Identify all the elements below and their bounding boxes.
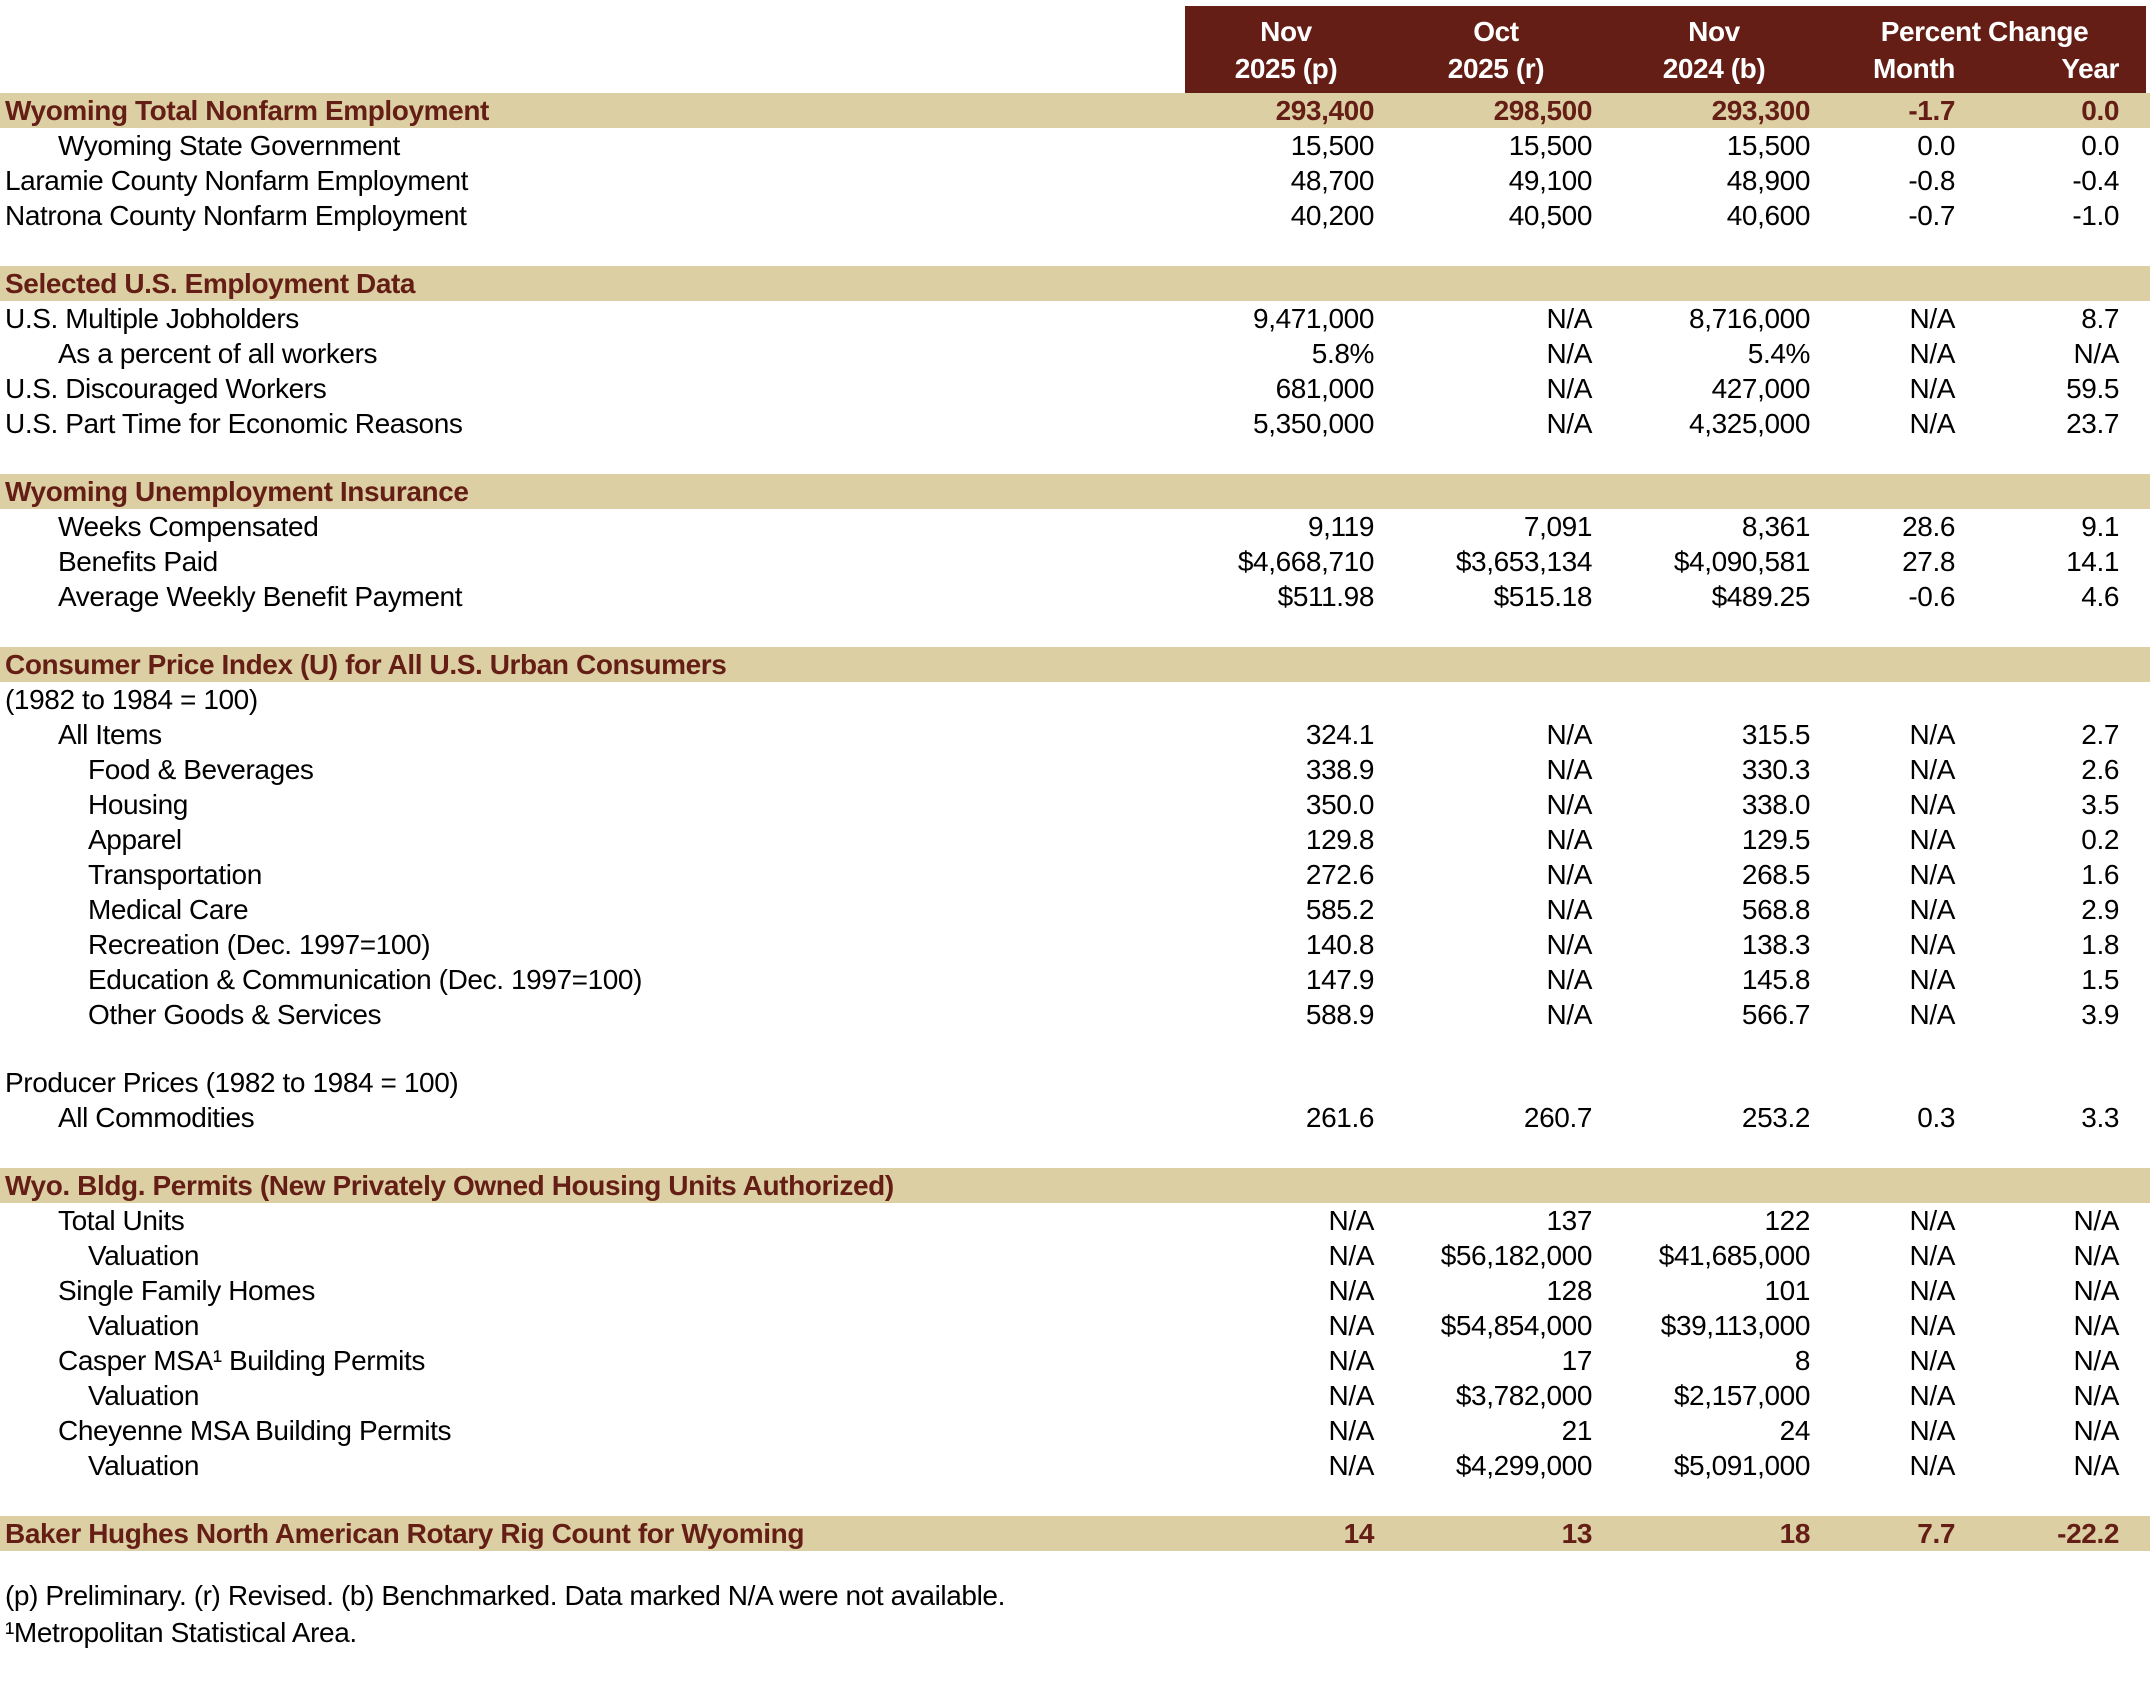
value-cell: 40,500: [1508, 199, 1592, 231]
row-label: U.S. Multiple Jobholders: [5, 302, 299, 334]
value-cell: 15,500: [1290, 129, 1374, 161]
value-cell: 2.7: [2081, 718, 2119, 750]
value-cell: 0.0: [1917, 129, 1955, 161]
col-header-line1: Nov: [1688, 15, 1740, 47]
value-cell: 1.8: [2081, 928, 2119, 960]
section-header-row: [0, 1168, 2150, 1203]
row-label: Producer Prices (1982 to 1984 = 100): [5, 1066, 459, 1098]
value-cell: 338.9: [1305, 753, 1374, 785]
col-header-line1: Nov: [1260, 15, 1312, 47]
value-cell: $41,685,000: [1658, 1239, 1810, 1271]
value-cell: N/A: [1909, 1309, 1955, 1341]
value-cell: 129.5: [1741, 823, 1810, 855]
value-cell: N/A: [2073, 1449, 2119, 1481]
value-cell: N/A: [2073, 1204, 2119, 1236]
row-label: Selected U.S. Employment Data: [5, 267, 416, 299]
value-cell: 0.0: [2081, 129, 2119, 161]
value-cell: 588.9: [1305, 998, 1374, 1030]
value-cell: 40,200: [1290, 199, 1374, 231]
value-cell: N/A: [1546, 963, 1592, 995]
value-cell: $4,090,581: [1673, 545, 1810, 577]
col-header-year: Year: [2061, 52, 2119, 84]
spacer-row: [0, 1032, 2150, 1065]
table-row: [0, 717, 2150, 752]
value-cell: N/A: [1546, 302, 1592, 334]
row-label: All Items: [58, 718, 162, 750]
row-label: Wyoming State Government: [58, 129, 400, 161]
value-cell: 2.6: [2081, 753, 2119, 785]
value-cell: N/A: [2073, 337, 2119, 369]
table-row: [0, 682, 2150, 717]
value-cell: 8.7: [2081, 302, 2119, 334]
value-cell: N/A: [2073, 1344, 2119, 1376]
value-cell: $3,653,134: [1455, 545, 1592, 577]
table-body: [0, 93, 2150, 1551]
value-cell: N/A: [1546, 372, 1592, 404]
value-cell: N/A: [1546, 407, 1592, 439]
table-row: [0, 1516, 2150, 1551]
table-row: [0, 1308, 2150, 1343]
value-cell: 261.6: [1305, 1101, 1374, 1133]
table-row: [0, 962, 2150, 997]
table-row: [0, 1378, 2150, 1413]
spacer-row: [0, 1135, 2150, 1168]
value-cell: 140.8: [1305, 928, 1374, 960]
value-cell: N/A: [1909, 372, 1955, 404]
value-cell: N/A: [2073, 1274, 2119, 1306]
value-cell: N/A: [1546, 718, 1592, 750]
value-cell: 8,361: [1741, 510, 1810, 542]
value-cell: 3.3: [2081, 1101, 2119, 1133]
value-cell: 1.5: [2081, 963, 2119, 995]
table-row: [0, 1448, 2150, 1483]
table-row: [0, 93, 2150, 128]
value-cell: 147.9: [1305, 963, 1374, 995]
row-label: All Commodities: [58, 1101, 255, 1133]
value-cell: $4,299,000: [1455, 1449, 1592, 1481]
value-cell: N/A: [1328, 1449, 1374, 1481]
value-cell: N/A: [1909, 302, 1955, 334]
value-cell: 49,100: [1508, 164, 1592, 196]
footnote-msa: ¹Metropolitan Statistical Area.: [5, 1617, 357, 1648]
value-cell: 272.6: [1305, 858, 1374, 890]
value-cell: 298,500: [1493, 94, 1592, 126]
table-row: [0, 301, 2150, 336]
table-row: [0, 997, 2150, 1032]
row-label: (1982 to 1984 = 100): [5, 683, 258, 715]
table-row: [0, 128, 2150, 163]
value-cell: N/A: [2073, 1239, 2119, 1271]
value-cell: 14: [1343, 1517, 1374, 1549]
spacer-row: [0, 441, 2150, 474]
value-cell: N/A: [1909, 788, 1955, 820]
value-cell: 129.8: [1305, 823, 1374, 855]
value-cell: N/A: [1328, 1414, 1374, 1446]
value-cell: 17: [1561, 1344, 1592, 1376]
row-label: Valuation: [88, 1239, 200, 1271]
value-cell: 9,119: [1308, 510, 1374, 542]
percent-change-label: Percent Change: [1880, 15, 2089, 47]
value-cell: -0.7: [1908, 199, 1955, 231]
value-cell: N/A: [1909, 928, 1955, 960]
value-cell: -22.2: [2057, 1517, 2119, 1549]
value-cell: -1.0: [2072, 199, 2119, 231]
value-cell: $511.98: [1277, 580, 1374, 612]
spacer-row: [0, 233, 2150, 266]
value-cell: 3.9: [2081, 998, 2119, 1030]
value-cell: 350.0: [1305, 788, 1374, 820]
value-cell: 7.7: [1917, 1517, 1955, 1549]
row-label: Consumer Price Index (U) for All U.S. Urban Consumers: [5, 648, 727, 680]
row-label: Benefits Paid: [58, 545, 218, 577]
value-cell: N/A: [2073, 1414, 2119, 1446]
header-spacer: [0, 6, 1185, 93]
value-cell: -0.8: [1908, 164, 1955, 196]
table-row: [0, 579, 2150, 614]
percent-change-subcolumns: [1823, 50, 2146, 87]
value-cell: 48,900: [1726, 164, 1810, 196]
value-cell: $39,113,000: [1660, 1309, 1810, 1341]
table-row: [0, 1273, 2150, 1308]
value-cell: N/A: [1546, 928, 1592, 960]
value-cell: N/A: [1546, 893, 1592, 925]
row-label: Single Family Homes: [58, 1274, 315, 1306]
row-label: Wyo. Bldg. Permits (New Privately Owned Housing Units Authorized): [5, 1169, 894, 1201]
value-cell: 0.0: [2081, 94, 2119, 126]
value-cell: -0.4: [2072, 164, 2119, 196]
value-cell: 0.2: [2081, 823, 2119, 855]
row-label: U.S. Part Time for Economic Reasons: [5, 407, 463, 439]
row-label: Recreation (Dec. 1997=100): [88, 928, 431, 960]
row-label: Food & Beverages: [88, 753, 314, 785]
col-header-nov-2024: [1605, 13, 1823, 87]
value-cell: N/A: [1909, 893, 1955, 925]
value-cell: 14.1: [2066, 545, 2119, 577]
value-cell: 324.1: [1305, 718, 1374, 750]
value-cell: 7,091: [1523, 510, 1592, 542]
table-row: [0, 1203, 2150, 1238]
value-cell: N/A: [1909, 407, 1955, 439]
value-cell: N/A: [1909, 1449, 1955, 1481]
footnotes: [0, 1577, 2150, 1651]
table-header: [0, 6, 2150, 93]
value-cell: 48,700: [1290, 164, 1374, 196]
col-header-line2: 2024 (b): [1662, 52, 1766, 84]
table-row: [0, 787, 2150, 822]
col-header-line2: 2025 (p): [1234, 52, 1338, 84]
value-cell: N/A: [1909, 963, 1955, 995]
row-label: Other Goods & Services: [88, 998, 382, 1030]
row-label: Weeks Compensated: [58, 510, 319, 542]
value-cell: 1.6: [2081, 858, 2119, 890]
value-cell: 4.6: [2081, 580, 2119, 612]
table-row: [0, 1413, 2150, 1448]
value-cell: 21: [1561, 1414, 1592, 1446]
spacer-row: [0, 614, 2150, 647]
value-cell: $2,157,000: [1673, 1379, 1810, 1411]
value-cell: N/A: [1546, 788, 1592, 820]
value-cell: 13: [1561, 1517, 1592, 1549]
value-cell: 15,500: [1508, 129, 1592, 161]
col-header-oct-2025: [1387, 13, 1605, 87]
value-cell: 128: [1546, 1274, 1592, 1306]
table-row: [0, 892, 2150, 927]
value-cell: -0.6: [1908, 580, 1955, 612]
table-row: [0, 509, 2150, 544]
value-cell: 293,300: [1711, 94, 1810, 126]
value-cell: 2.9: [2081, 893, 2119, 925]
table-row: [0, 336, 2150, 371]
row-label: U.S. Discouraged Workers: [5, 372, 327, 404]
row-label: Total Units: [58, 1204, 185, 1236]
value-cell: N/A: [1328, 1309, 1374, 1341]
value-cell: 8: [1794, 1344, 1810, 1376]
value-cell: N/A: [1909, 718, 1955, 750]
value-cell: 5.4%: [1747, 337, 1810, 369]
row-label: Medical Care: [88, 893, 249, 925]
value-cell: $3,782,000: [1455, 1379, 1592, 1411]
value-cell: N/A: [1546, 858, 1592, 890]
value-cell: N/A: [1546, 337, 1592, 369]
value-cell: 59.5: [2066, 372, 2119, 404]
table-row: [0, 163, 2150, 198]
value-cell: N/A: [1328, 1204, 1374, 1236]
table-row: [0, 822, 2150, 857]
value-cell: 27.8: [1902, 545, 1955, 577]
value-cell: N/A: [1909, 753, 1955, 785]
table-row: [0, 857, 2150, 892]
value-cell: N/A: [2073, 1309, 2119, 1341]
value-cell: 23.7: [2066, 407, 2119, 439]
value-cell: 268.5: [1741, 858, 1810, 890]
value-cell: 8,716,000: [1689, 302, 1810, 334]
value-cell: 3.5: [2081, 788, 2119, 820]
row-label: Wyoming Total Nonfarm Employment: [5, 94, 489, 126]
value-cell: N/A: [1546, 998, 1592, 1030]
row-label: As a percent of all workers: [58, 337, 378, 369]
row-label: Cheyenne MSA Building Permits: [58, 1414, 452, 1446]
section-header-row: [0, 474, 2150, 509]
row-label: Transportation: [88, 858, 262, 890]
value-cell: -1.7: [1908, 94, 1955, 126]
value-cell: N/A: [1546, 753, 1592, 785]
value-cell: N/A: [1909, 1379, 1955, 1411]
value-cell: 585.2: [1305, 893, 1374, 925]
row-label: Valuation: [88, 1449, 200, 1481]
value-cell: N/A: [1909, 337, 1955, 369]
col-header-month: Month: [1873, 52, 1955, 84]
row-label: Natrona County Nonfarm Employment: [5, 199, 467, 231]
value-cell: N/A: [1909, 1274, 1955, 1306]
value-cell: 338.0: [1741, 788, 1810, 820]
value-cell: 18: [1779, 1517, 1810, 1549]
value-cell: 15,500: [1726, 129, 1810, 161]
value-cell: N/A: [1909, 858, 1955, 890]
value-cell: 137: [1546, 1204, 1592, 1236]
row-label: Baker Hughes North American Rotary Rig Count for Wyoming: [5, 1517, 805, 1549]
value-cell: 5,350,000: [1253, 407, 1374, 439]
column-headers: [1185, 6, 2146, 93]
row-label: Apparel: [88, 823, 182, 855]
value-cell: 4,325,000: [1689, 407, 1810, 439]
value-cell: N/A: [1328, 1344, 1374, 1376]
row-label: Education & Communication (Dec. 1997=100): [88, 963, 643, 995]
value-cell: 138.3: [1741, 928, 1810, 960]
value-cell: N/A: [1909, 1344, 1955, 1376]
col-header-line2: 2025 (r): [1447, 52, 1545, 84]
table-row: [0, 406, 2150, 441]
value-cell: 9.1: [2081, 510, 2119, 542]
footnote-legend: (p) Preliminary. (r) Revised. (b) Benchmarked. Data marked N/A were not available.: [5, 1580, 1005, 1611]
row-label: Casper MSA¹ Building Permits: [58, 1344, 425, 1376]
table-row: [0, 1238, 2150, 1273]
row-label: Average Weekly Benefit Payment: [58, 580, 463, 612]
value-cell: 253.2: [1741, 1101, 1810, 1133]
value-cell: $4,668,710: [1237, 545, 1374, 577]
value-cell: 427,000: [1711, 372, 1810, 404]
value-cell: N/A: [2073, 1379, 2119, 1411]
value-cell: 40,600: [1726, 199, 1810, 231]
value-cell: 9,471,000: [1253, 302, 1374, 334]
value-cell: $515.18: [1493, 580, 1592, 612]
value-cell: N/A: [1909, 998, 1955, 1030]
value-cell: N/A: [1328, 1379, 1374, 1411]
row-label: Valuation: [88, 1379, 200, 1411]
section-header-row: [0, 266, 2150, 301]
value-cell: 260.7: [1523, 1101, 1592, 1133]
value-cell: $5,091,000: [1673, 1449, 1810, 1481]
value-cell: N/A: [1328, 1274, 1374, 1306]
value-cell: 5.8%: [1311, 337, 1374, 369]
value-cell: 101: [1764, 1274, 1810, 1306]
col-header-line1: Oct: [1473, 15, 1519, 47]
value-cell: $54,854,000: [1440, 1309, 1592, 1341]
table-row: [0, 1343, 2150, 1378]
value-cell: 0.3: [1917, 1101, 1955, 1133]
value-cell: N/A: [1909, 823, 1955, 855]
col-header-percent-change-group: [1823, 13, 2146, 87]
value-cell: 568.8: [1741, 893, 1810, 925]
value-cell: 122: [1764, 1204, 1810, 1236]
spacer-row: [0, 1483, 2150, 1516]
value-cell: 681,000: [1275, 372, 1374, 404]
value-cell: N/A: [1328, 1239, 1374, 1271]
value-cell: 315.5: [1741, 718, 1810, 750]
table-row: [0, 544, 2150, 579]
table-row: [0, 371, 2150, 406]
value-cell: N/A: [1909, 1204, 1955, 1236]
table-row: [0, 927, 2150, 962]
row-label: Valuation: [88, 1309, 200, 1341]
value-cell: 28.6: [1902, 510, 1955, 542]
col-header-nov-2025: [1185, 13, 1387, 87]
value-cell: N/A: [1546, 823, 1592, 855]
table-row: [0, 198, 2150, 233]
section-header-row: [0, 647, 2150, 682]
row-label: Housing: [88, 788, 188, 820]
value-cell: N/A: [1909, 1414, 1955, 1446]
value-cell: 293,400: [1275, 94, 1374, 126]
table-row: [0, 752, 2150, 787]
value-cell: 566.7: [1741, 998, 1810, 1030]
value-cell: 145.8: [1741, 963, 1810, 995]
value-cell: $489.25: [1711, 580, 1810, 612]
value-cell: 24: [1779, 1414, 1810, 1446]
value-cell: 330.3: [1741, 753, 1810, 785]
row-label: Wyoming Unemployment Insurance: [5, 475, 469, 507]
row-label: Laramie County Nonfarm Employment: [5, 164, 468, 196]
table-row: [0, 1100, 2150, 1135]
value-cell: N/A: [1909, 1239, 1955, 1271]
value-cell: $56,182,000: [1440, 1239, 1592, 1271]
table-row: [0, 1065, 2150, 1100]
